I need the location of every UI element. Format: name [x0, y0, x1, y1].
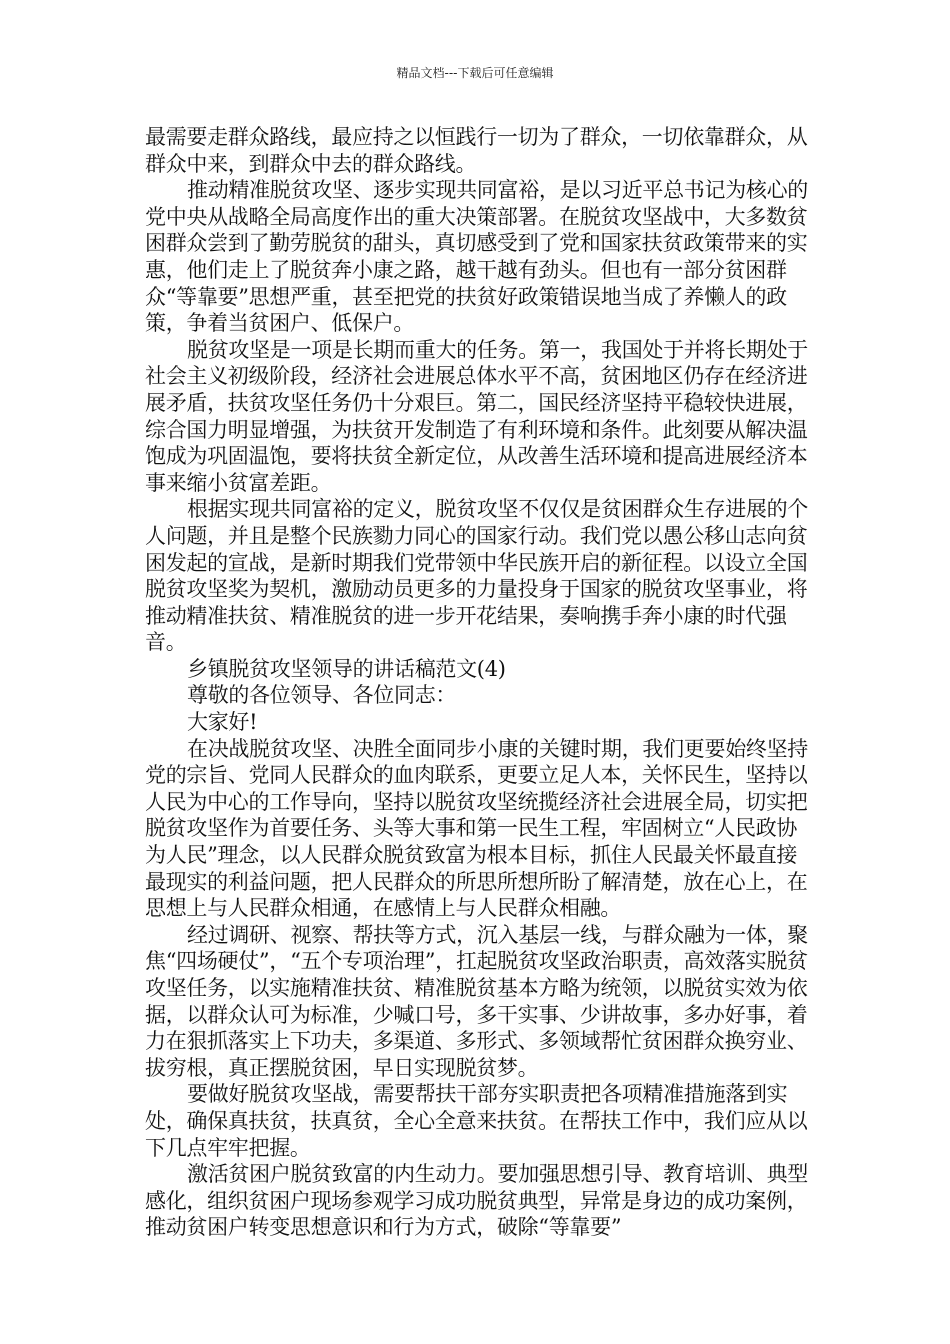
paragraph: 在决战脱贫攻坚、决胜全面同步小康的关键时期，我们更要始终坚持党的宗旨、党同人民群众的血肉联系，更要立足人本，关怀民生，坚持以人民为中心的工作导向，坚持以脱贫攻坚统揽经济社会进展全局，切实把脱贫攻坚作为首要任务、头等大事和第一民生工程，牢固树立“人民政协为人民”理念，以人民群众脱贫致富为根本目标，抓住人民最关怀最直接最现实的利益问题，把人民群众的所思所想所盼了解清楚，放在心上，在思想上与人民群众相通，在感情上与人民群众相融。 — [145, 736, 808, 921]
paragraph: 根据实现共同富裕的定义，脱贫攻坚不仅仅是贫困群众生存进展的个人问题，并且是整个民族勠力同心的国家行动。我们党以愚公移山志向贫困发起的宣战，是新时期我们党带领中华民族开启的新征程。以设立全国脱贫攻坚奖为契机，激励动员更多的力量投身于国家的脱贫攻坚事业，将推动精准扶贫、精准脱贫的进一步开花结果，奏响携手奔小康的时代强音。 — [145, 497, 808, 655]
paragraph: 激活贫困户脱贫致富的内生动力。要加强思想引导、教育培训、典型感化，组织贫困户现场参观学习成功脱贫典型，异常是身边的成功案例，推动贫困户转变思想意识和行为方式，破除“等靠要” — [145, 1162, 808, 1240]
paragraph: 经过调研、视察、帮扶等方式，沉入基层一线，与群众融为一体，聚焦“四场硬仗”，“五个专项治理”，扛起脱贫攻坚政治职责，高效落实脱贫攻坚任务，以实施精准扶贫、精准脱贫基本方略为统领，以脱贫实效为依据，以群众认可为标准，少喊口号，多干实事、少讲故事，多办好事，着力在狠抓落实上下功夫，多渠道、多形式、多领域帮忙贫困群众换穷业、拔穷根，真正摆脱贫困，早日实现脱贫梦。 — [145, 922, 808, 1080]
paragraph: 推动精准脱贫攻坚、逐步实现共同富裕，是以习近平总书记为核心的党中央从战略全局高度作出的重大决策部署。在脱贫攻坚战中，大多数贫困群众尝到了勤劳脱贫的甜头，真切感受到了党和国家扶贫政策带来的实惠，他们走上了脱贫奔小康之路，越干越有劲头。但也有一部分贫困群众“等靠要”思想严重，甚至把党的扶贫好政策错误地当成了养懒人的政策，争着当贫困户、低保户。 — [145, 178, 808, 336]
paragraph-continuation: 最需要走群众路线，最应持之以恒践行一切为了群众，一切依靠群众，从群众中来，到群众中去的群众路线。 — [145, 125, 808, 176]
salutation: 尊敬的各位领导、各位同志： — [187, 683, 457, 708]
paragraph: 要做好脱贫攻坚战，需要帮扶干部夯实职责把各项精准措施落到实处，确保真扶贫，扶真贫，全心全意来扶贫。在帮扶工作中，我们应从以下几点牢牢把握。 — [145, 1082, 808, 1160]
document-body — [145, 124, 810, 1241]
paragraph: 脱贫攻坚是一项是长期而重大的任务。第一，我国处于并将长期处于社会主义初级阶段，经济社会进展总体水平不高，贫困地区仍存在经济进展矛盾，扶贫攻坚任务仍十分艰巨。第二，国民经济坚持平稳较快进展，综合国力明显增强，为扶贫开发制造了有利环境和条件。此刻要从解决温饱成为巩固温饱，要将扶贫全新定位，从改善生活环境和提高进展经济本事来缩小贫富差距。 — [145, 337, 808, 495]
greeting: 大家好! — [187, 710, 258, 735]
section-title: 乡镇脱贫攻坚领导的讲话稿范文(4) — [187, 656, 506, 681]
page-header: 精品文档---下载后可任意编辑 — [396, 66, 554, 80]
